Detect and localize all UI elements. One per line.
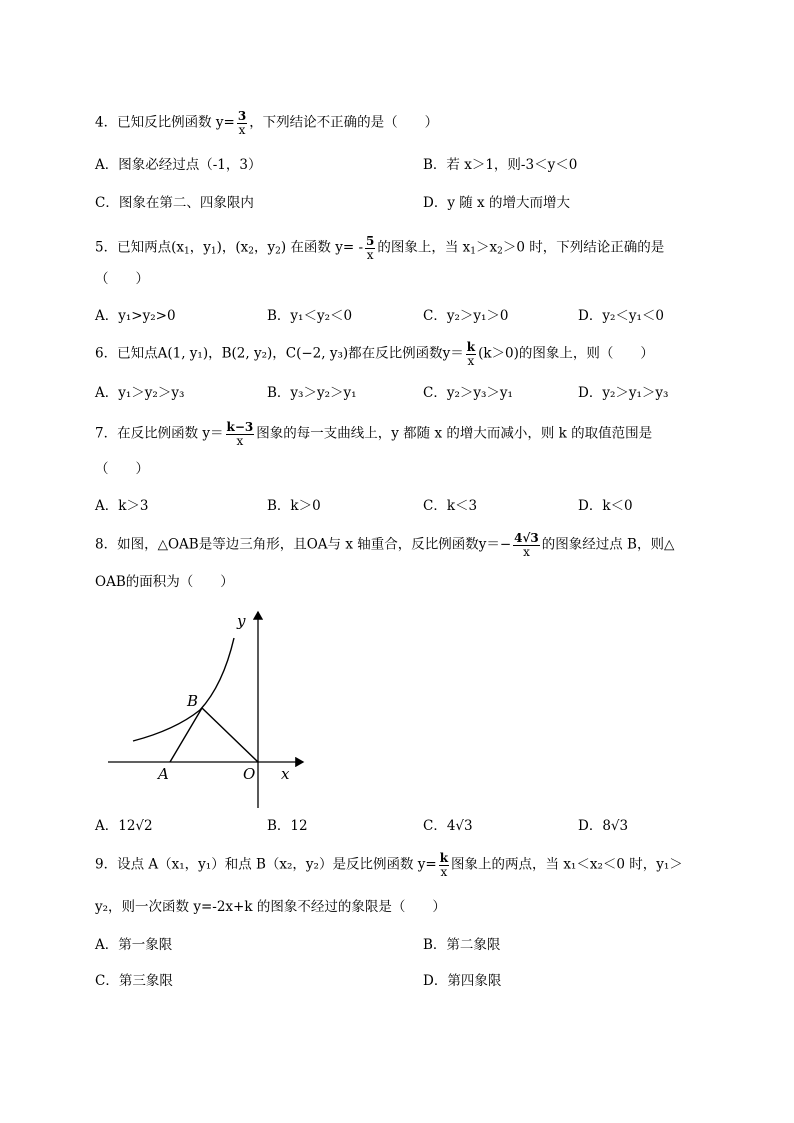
question-8-option-b[interactable] — [267, 820, 308, 834]
option-letter: A． — [95, 937, 119, 953]
option-text: k＜3 — [446, 498, 478, 514]
option-text: y 随 x 的增大而增大 — [447, 195, 570, 211]
option-letter: B． — [267, 818, 291, 834]
stem-text: 4．已知反比例函数 y= — [95, 114, 235, 131]
option-letter: C． — [95, 973, 119, 989]
stem-text: ＞0 时，下列结论正确的是 — [502, 239, 665, 256]
option-letter: D． — [423, 195, 448, 211]
fraction — [439, 852, 449, 878]
fraction-numerator: 5 — [366, 234, 375, 248]
hyperbola-curve — [133, 638, 234, 741]
label-y: y — [237, 612, 246, 630]
option-text: k＜0 — [602, 498, 633, 514]
option-letter: C． — [423, 308, 447, 324]
stem-text: ＞x — [476, 239, 498, 256]
option-letter: B． — [423, 157, 447, 173]
question-5-stem: 5．已知两点($x_1$，$y_1$)，($x_2$，$y_2$) 在函数 y= - $\frac{5}{x}$ 的图象上，当 $x_1>x_2>0$ 时，下列结论正确的是 — [95, 234, 665, 262]
option-letter: A． — [95, 498, 119, 514]
stem-text: 6．已知点A(1, y₁)，B(2, y₂)，C(−2, y₃)都在反比例函数y＝ — [95, 345, 464, 362]
option-letter: A． — [95, 385, 119, 401]
question-7-stem-line2: （ ） — [95, 461, 149, 477]
question-5-stem-line2: （ ） — [95, 271, 149, 287]
stem-text: )，(x — [216, 239, 249, 256]
option-text: y₂＜y₁＜0 — [602, 308, 664, 324]
fraction-numerator: k — [466, 340, 476, 354]
option-text: k＞0 — [290, 498, 321, 514]
label-a: A — [158, 765, 169, 783]
option-text: 12 — [290, 818, 308, 834]
option-text: 第四象限 — [447, 973, 502, 989]
question-8-option-d[interactable] — [578, 820, 628, 834]
option-letter: D． — [578, 385, 603, 401]
option-letter: B． — [423, 937, 447, 953]
triangle-oab — [170, 708, 258, 762]
option-text: y₂＞y₁＞y₃ — [602, 385, 669, 401]
option-text: 图象在第二、四象限内 — [118, 195, 254, 211]
option-letter: C． — [95, 195, 119, 211]
fraction-denominator: x — [238, 122, 246, 137]
stem-text: ，y — [253, 239, 276, 256]
fraction-denominator: x — [236, 433, 244, 448]
fraction-denominator: x — [440, 864, 448, 879]
option-text: 第一象限 — [118, 937, 173, 953]
stem-text: ，下列结论不正确的是（ ） — [249, 114, 439, 131]
question-9-stem-line2: y₂，则一次函数 y=-2x+k 的图象不经过的象限是（ ） — [95, 899, 446, 915]
fraction-denominator: x — [523, 544, 530, 559]
option-text: 4√3 — [446, 818, 473, 834]
option-letter: C． — [423, 385, 447, 401]
question-9-option-b[interactable] — [423, 939, 500, 953]
option-text: y₁>y₂>0 — [118, 308, 176, 324]
option-text: 第二象限 — [446, 937, 501, 953]
option-letter: A． — [95, 308, 119, 324]
option-text: y₁＜y₂＜0 — [290, 308, 353, 324]
stem-text: 图象的每一支曲线上，y 都随 x 的增大而减小，则 k 的取值范围是 — [256, 425, 653, 442]
option-letter: B． — [267, 308, 291, 324]
option-text: 图象必经过点（-1，3） — [118, 157, 262, 173]
fraction-numerator: k−3 — [226, 420, 254, 434]
fraction-denominator: x — [366, 247, 374, 262]
fraction-denominator: x — [467, 353, 475, 368]
question-9-option-a[interactable] — [95, 939, 172, 953]
option-text: 若 x＞1，则-3＜y＜0 — [446, 157, 578, 173]
label-x: x — [281, 765, 290, 783]
stem-text: 7．在反比例函数 y＝ — [95, 425, 224, 442]
option-text: y₂＞y₃＞y₁ — [446, 385, 513, 401]
option-letter: A． — [95, 157, 119, 173]
stem-text: 5．已知两点(x — [95, 239, 184, 256]
stem-text: 的图象上，当 x — [377, 239, 471, 256]
option-letter: D． — [578, 308, 603, 324]
option-text: 12√2 — [118, 818, 153, 834]
fraction-numerator: 3 — [237, 109, 247, 123]
stem-text: 的图象经过点 B，则△ — [541, 536, 675, 553]
stem-text: ，y — [189, 239, 211, 256]
label-b: B — [187, 692, 199, 710]
option-text: k＞3 — [118, 498, 149, 514]
option-letter: D． — [578, 498, 603, 514]
stem-text: 8．如图，△OAB是等边三角形，且OA与 x 轴重合，反比例函数y＝− — [95, 536, 512, 553]
option-letter: B． — [267, 385, 291, 401]
option-text: 8√3 — [602, 818, 629, 834]
option-text: y₁＞y₂＞y₃ — [118, 385, 185, 401]
option-letter: D． — [578, 818, 603, 834]
fraction-numerator: 4√3 — [514, 531, 539, 545]
label-o: O — [243, 765, 256, 783]
option-text: 第三象限 — [118, 973, 173, 989]
stem-text: (k＞0)的图象上，则（ ） — [478, 345, 654, 362]
option-letter: C． — [423, 498, 447, 514]
question-9-option-d[interactable] — [423, 975, 501, 989]
option-letter: C． — [423, 818, 447, 834]
question-9-option-c[interactable] — [95, 975, 173, 989]
option-text: y₂＞y₁＞0 — [446, 308, 509, 324]
question-8-stem-line2: OAB的面积为（ ） — [95, 574, 234, 590]
question-9-stem — [95, 852, 683, 878]
option-letter: A． — [95, 818, 119, 834]
question-8-option-c[interactable] — [423, 820, 473, 834]
stem-text: ) 在函数 y= - — [280, 239, 363, 256]
stem-text: 9．设点 A（x₁，y₁）和点 B（x₂，y₂）是反比例函数 y= — [95, 856, 437, 873]
option-letter: D． — [423, 973, 448, 989]
option-text: y₃＞y₂＞y₁ — [290, 385, 357, 401]
question-8-option-a[interactable] — [95, 820, 153, 834]
option-letter: B． — [267, 498, 291, 514]
stem-text: 图象上的两点，当 x₁＜x₂＜0 时，y₁＞ — [451, 856, 683, 873]
fraction-numerator: k — [439, 851, 449, 865]
